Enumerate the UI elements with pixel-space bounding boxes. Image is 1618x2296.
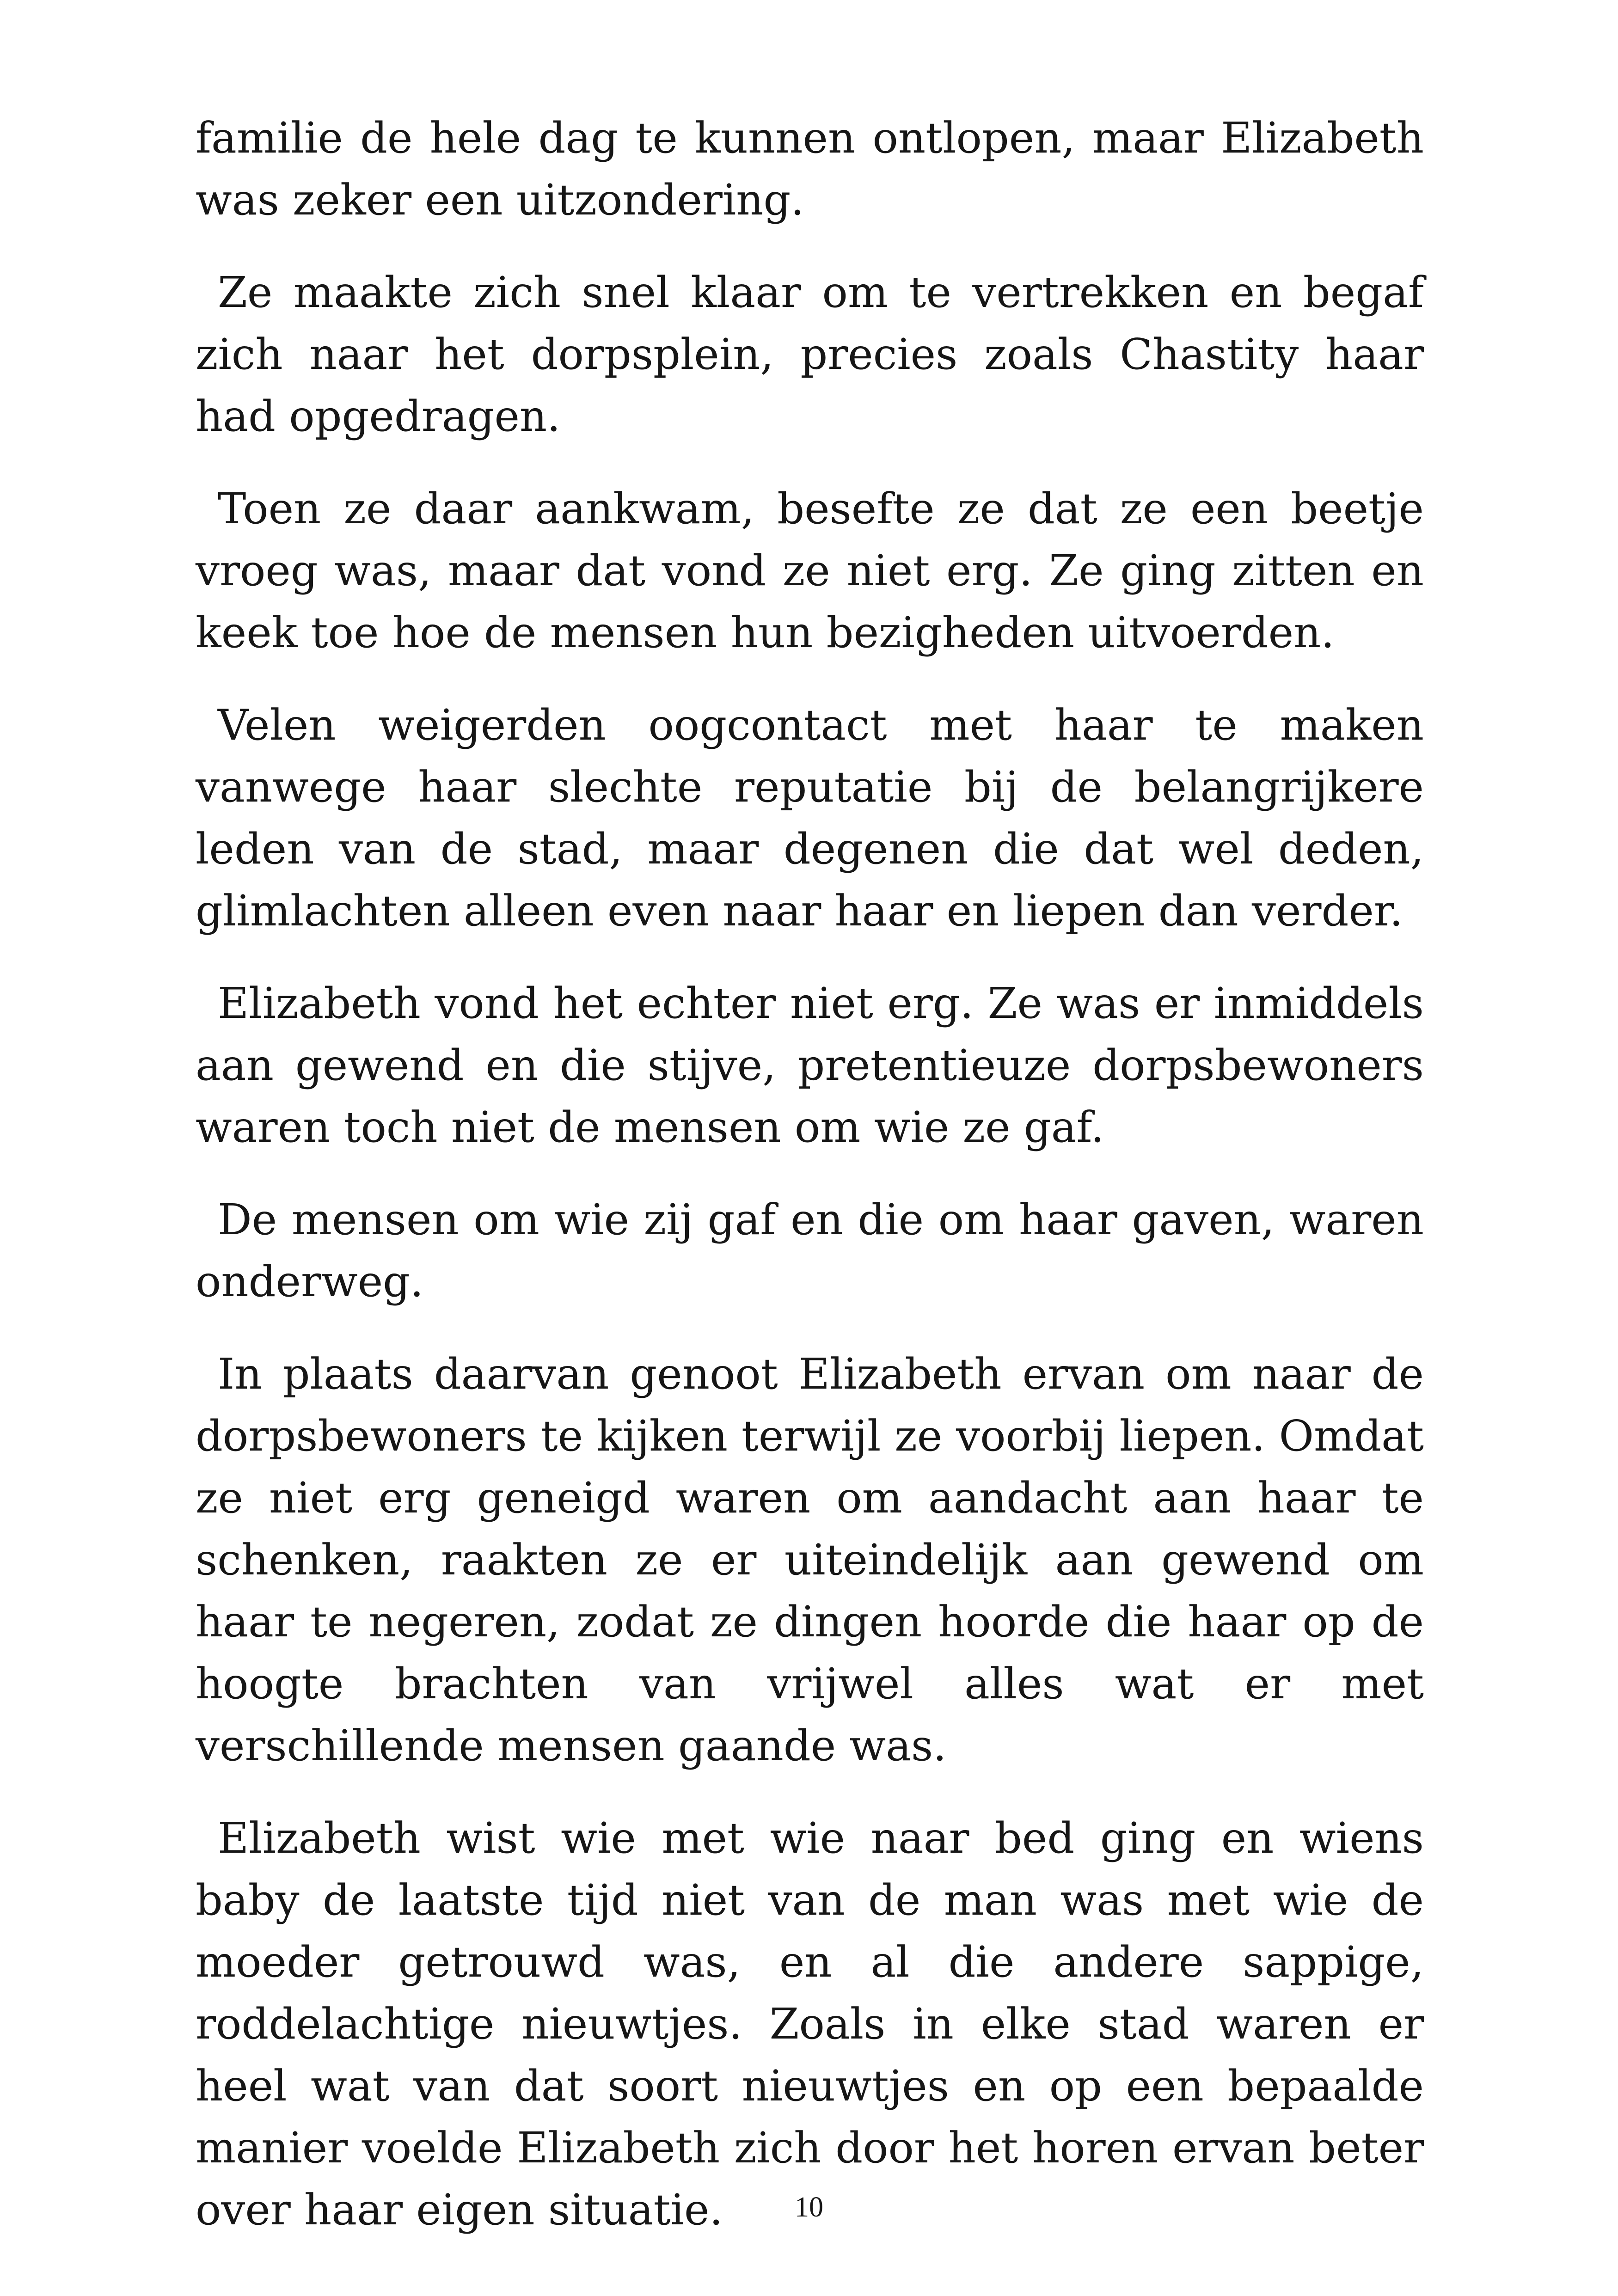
page-number: 10 (795, 2192, 823, 2223)
paragraph-3: Toen ze daar aankwam, besefte ze dat ze een beetje vroeg was, maar dat vond ze niet erg. Ze ging zitten en keek toe hoe de mensen hun bezigheden uitvoerden. (196, 484, 1424, 657)
body-text (196, 107, 1424, 2272)
paragraph-6: De mensen om wie zij gaf en die om haar gaven, waren onderweg. (196, 1195, 1424, 1306)
paragraph-8: Elizabeth wist wie met wie naar bed ging en wiens baby de laatste tijd niet van de man was met wie de moeder getrouwd was, en al die andere sappige, roddelachtige nieuwtjes. Zoals in elke stad waren er heel wat van dat soort nieuwtjes en op een bepaalde manier voelde Elizabeth zich door het horen ervan beter over haar eigen situatie. (196, 1813, 1424, 2235)
paragraph-2: Ze maakte zich snel klaar om te vertrekken en begaf zich naar het dorpsplein, precies zoals Chastity haar had opgedragen. (196, 268, 1424, 441)
paragraph-5: Elizabeth vond het echter niet erg. Ze was er inmiddels aan gewend en die stijve, pretentieuze dorpsbewoners waren toch niet de mensen om wie ze gaf. (196, 979, 1424, 1152)
paragraph-7: In plaats daarvan genoot Elizabeth ervan om naar de dorpsbewoners te kijken terwijl ze voorbij liepen. Omdat ze niet erg geneigd waren om aandacht aan haar te schenken, raakten ze er uiteindelijk aan gewend om haar te negeren, zodat ze dingen hoorde die haar op de hoogte brachten van vrijwel alles wat er met verschillende mensen gaande was. (196, 1349, 1424, 1770)
paragraph-4: Velen weigerden oogcontact met haar te maken vanwege haar slechte reputatie bij de belangrijkere leden van de stad, maar degenen die dat wel deden, glimlachten alleen even naar haar en liepen dan verder. (196, 700, 1424, 936)
paragraph-1: familie de hele dag te kunnen ontlopen, maar Elizabeth was zeker een uitzondering. (196, 113, 1424, 225)
